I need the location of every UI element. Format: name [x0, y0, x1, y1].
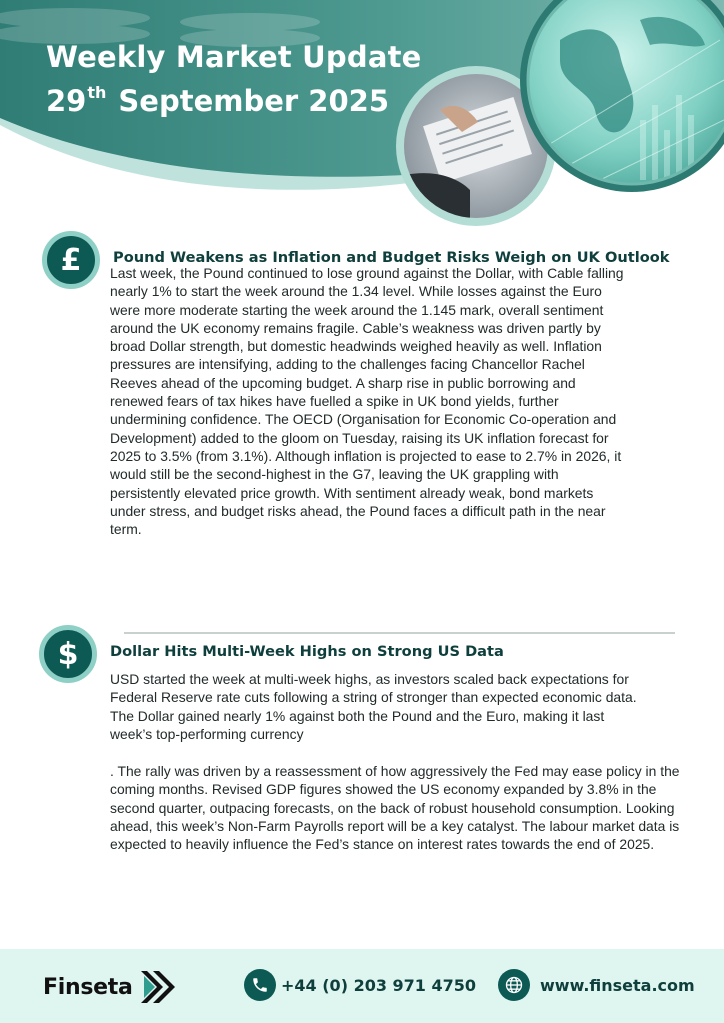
- section-title-pound: Pound Weakens as Inflation and Budget Risks Weigh on UK Outlook: [113, 249, 670, 266]
- section-divider: [124, 632, 675, 634]
- dollar-icon: $: [39, 625, 97, 683]
- page-header: [0, 0, 724, 230]
- date-suffix: th: [87, 83, 107, 102]
- date-day: 29: [46, 84, 87, 118]
- section-body-dollar: USD started the week at multi-week highs, as investors scaled back expectations for Federal Reserve rate cuts following a string of stronger than expected economic data. The Dollar gained nearly 1% against both the Pound and the Euro, making it last week’s top-performing currency: [110, 671, 637, 742]
- chevron-logo-icon: [137, 967, 177, 1007]
- page-date: [46, 84, 389, 118]
- page-title: Weekly Market Update: [46, 40, 422, 74]
- section-body-pound: Last week, the Pound continued to lose ground against the Dollar, with Cable falling nearly 1% to start the week around the 1.34 level. While losses against the Euro were more moderate starting the week around the 1.145 mark, overall sentiment around the UK economy remains fragile. Cable’s weakness was driven partly by broad Dollar strength, but domestic headwinds weighed heavily as well. Inflation pressures are intensifying, adding to the challenges facing Chancellor Rachel Reeves ahead of the upcoming budget. A sharp rise in public borrowing and renewed fears of tax hikes have fuelled a spike in UK bond yields, further undermining confidence. The OECD (Organisation for Economic Co-operation and Development) added to the gloom on Tuesday, raising its UK inflation forecast for 2025 to 3.5% (from 3.1%). Although inflation is projected to ease to 2.7% in 2026, it would still be the second-highest in the G7, leaving the UK grappling with persistently elevated price growth. With sentiment already weak, bond markets under stress, and budget risks ahead, the Pound faces a difficult path in the near term.: [110, 265, 624, 538]
- phone-link[interactable]: +44 (0) 203 971 4750: [281, 976, 477, 995]
- finseta-logo: [43, 967, 177, 1007]
- brand-name: Finseta: [43, 974, 133, 1000]
- page-footer: [0, 949, 724, 1023]
- website-link[interactable]: www.finseta.com: [540, 976, 695, 995]
- pound-icon: £: [42, 231, 100, 289]
- globe-icon: [498, 969, 530, 1001]
- date-month-year: September 2025: [118, 84, 390, 118]
- phone-icon: [244, 969, 276, 1001]
- section-title-dollar: Dollar Hits Multi-Week Highs on Strong US Data: [110, 643, 504, 660]
- section-body-dollar-continued: . The rally was driven by a reassessment of how aggressively the Fed may ease policy in the coming months. Revised GDP figures showed the US economy expanded by 3.8% in the second quarter, outpacing forecasts, on the back of robust household consumption. Looking ahead, this week’s Non-Farm Payrolls report will be a key catalyst. The labour market data is expected to heavily influence the Fed’s stance on interest rates towards the end of 2025.: [110, 763, 680, 853]
